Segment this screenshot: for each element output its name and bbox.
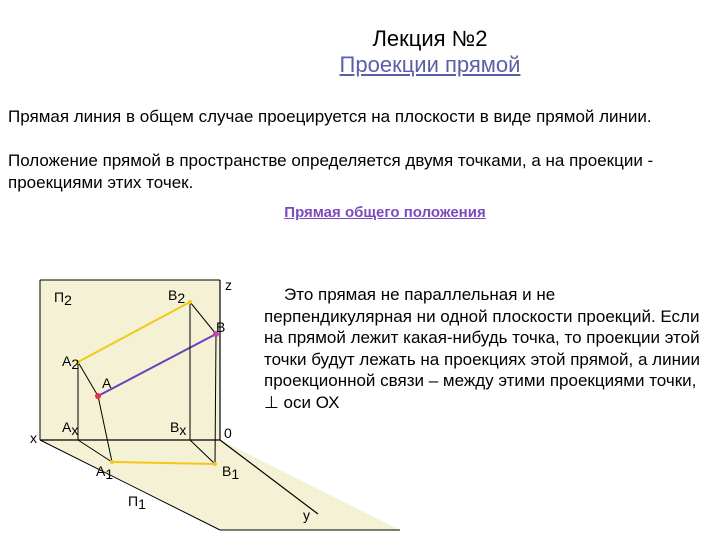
label-a1: A1	[96, 463, 114, 482]
label-x: x	[30, 430, 37, 446]
label-origin: 0	[224, 425, 232, 441]
lecture-title: Лекция №2	[372, 26, 488, 51]
point-a	[95, 393, 101, 399]
point-a1	[110, 460, 114, 464]
label-bx: Bx	[170, 419, 187, 438]
label-y: y	[303, 507, 310, 523]
lecture-subtitle-text: Проекции прямой	[339, 52, 521, 77]
paragraph-position: Положение прямой в пространстве определяется двумя точками, а на проекции - проекциями этих точек.	[8, 151, 654, 192]
section-heading: Прямая общего положения	[284, 204, 486, 221]
point-b2	[188, 300, 192, 304]
label-pi1: П1	[128, 493, 146, 512]
label-b2: B2	[168, 287, 186, 306]
label-a: A	[102, 375, 112, 391]
point-b1	[213, 462, 217, 466]
label-b1: B1	[222, 463, 240, 482]
label-a2: A2	[62, 353, 80, 372]
label-b: B	[216, 319, 226, 335]
label-pi2: П2	[54, 289, 72, 308]
horizontal-plane	[40, 440, 400, 530]
label-ax: Ax	[62, 419, 79, 438]
definition-text: Это прямая не параллельная и не перпендикулярная ни одной плоскости проекций. Если на прямой лежит какая-нибудь точка, то проекции этой точки будут лежать на проекциях этой прямой, а линии проекционной связи – между этими проекциями точки, ⊥ оси ОХ	[264, 285, 700, 412]
label-z: z	[225, 277, 232, 293]
paragraph-projection: Прямая линия в общем случае проецируется на плоскости в виде прямой линии.	[8, 107, 652, 126]
